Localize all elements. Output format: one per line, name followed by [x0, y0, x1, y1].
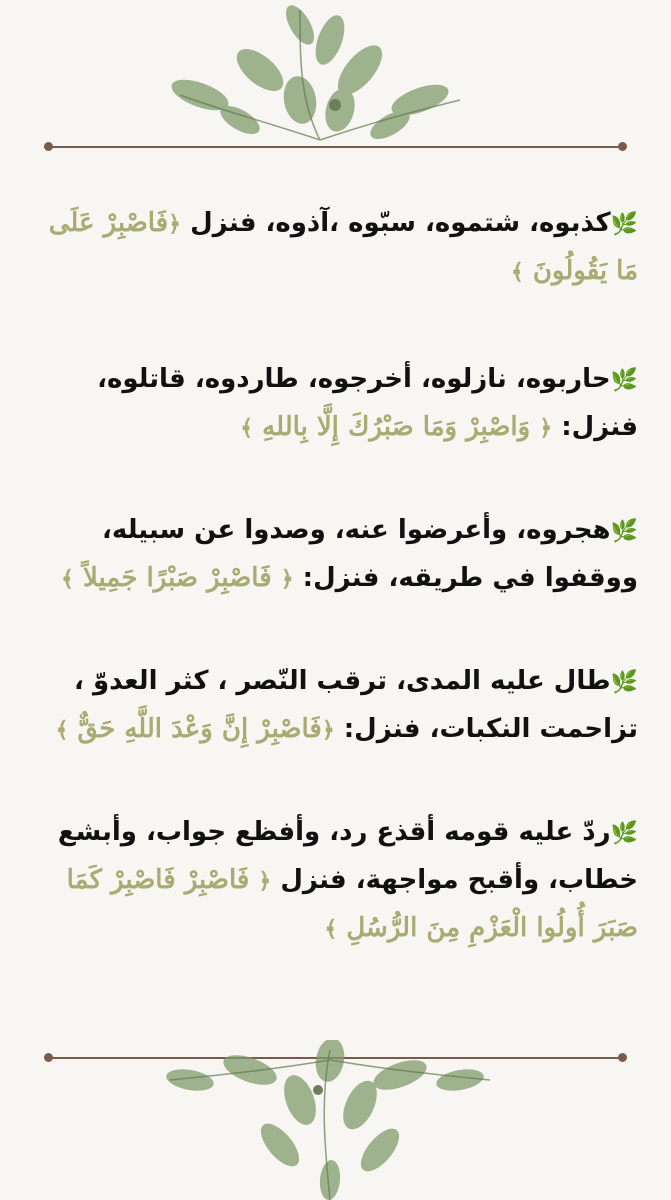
paragraph-3 — [34, 507, 638, 603]
paragraph-text: هجروه، وأعرضوا عنه، وصدوا عن سبيله، ووقفوا في طريقه، فنزل: — [102, 515, 638, 593]
paragraph-text: ردّ عليه قومه أقذع رد، وأفظع جواب، وأبشع خطاب، وأقبح مواجهة، فنزل — [57, 817, 638, 895]
text-content — [34, 200, 638, 1008]
quran-verse: ﴿ وَاصْبِرْ وَمَا صَبْرُكَ إِلَّا بِاللهِ ﴾ — [240, 412, 553, 442]
paragraph-text: حاربوه، نازلوه، أخرجوه، طاردوه، قاتلوه، فنزل: — [97, 364, 638, 442]
quran-verse: ﴿فَاصْبِرْ عَلَى مَا يَقُولُونَ ﴾ — [48, 208, 638, 286]
leaf-icon: 🌿 — [610, 212, 638, 237]
quran-verse: ﴿ فَاصْبِرْ صَبْرًا جَمِيلاً ﴾ — [61, 563, 294, 593]
paragraph-4 — [34, 658, 638, 754]
leaf-icon: 🌿 — [610, 670, 638, 695]
paragraph-text: طال عليه المدى، ترقب النّصر ، كثر العدوّ ، تزاحمت النكبات، فنزل: — [74, 666, 638, 744]
quran-verse: ﴿فَاصْبِرْ إِنَّ وَعْدَ اللَّهِ حَقٌّ ﴾ — [55, 714, 335, 744]
paragraph-text: كذبوه، شتموه، سبّوه ،آذوه، فنزل — [181, 208, 611, 238]
leaf-icon: 🌿 — [610, 821, 638, 846]
leaf-icon: 🌿 — [610, 368, 638, 393]
top-divider — [48, 146, 623, 148]
bottom-leaf-decoration — [0, 1040, 671, 1200]
paragraph-1 — [34, 200, 638, 296]
quran-verse: ﴿ فَاصْبِرْ فَاصْبِرْ كَمَا صَبَرَ أُولُوا الْعَزْمِ مِنَ الرُّسُلِ ﴾ — [66, 865, 638, 943]
leaf-icon: 🌿 — [610, 519, 638, 544]
top-leaf-decoration — [0, 0, 671, 150]
paragraph-2 — [34, 356, 638, 452]
paragraph-5 — [34, 809, 638, 953]
